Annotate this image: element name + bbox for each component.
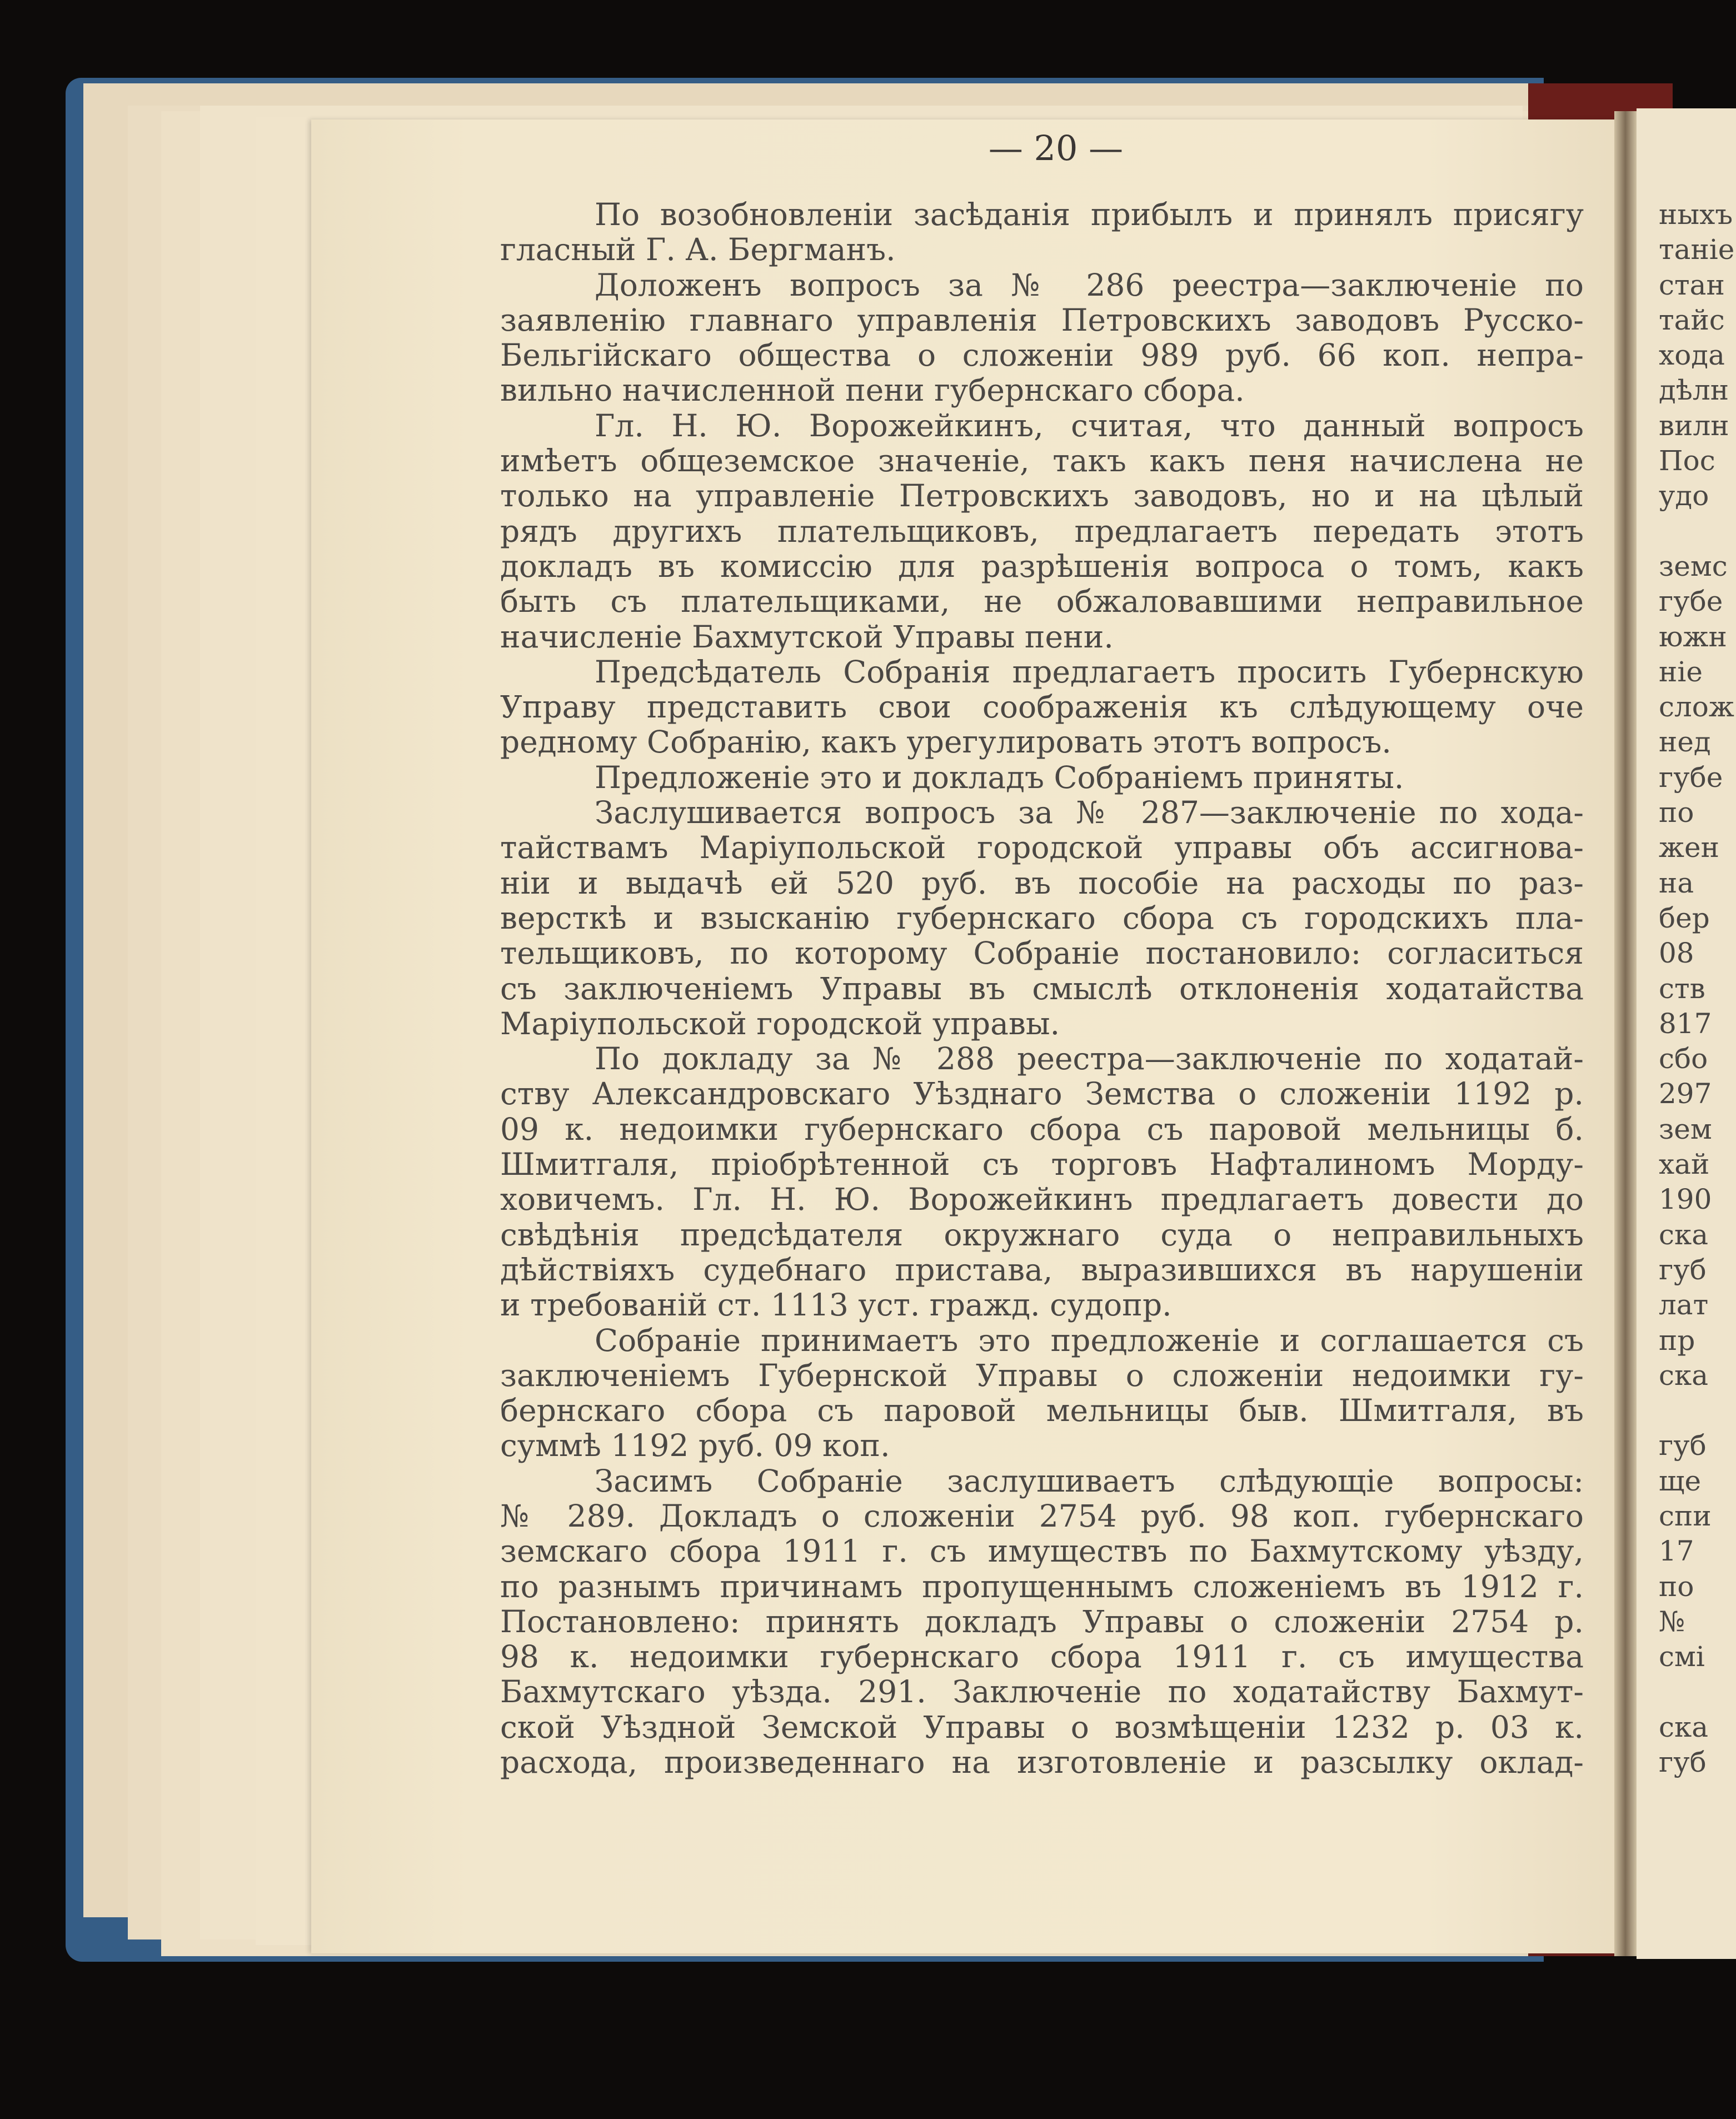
text-line: Маріупольской городской управы.	[500, 1006, 1060, 1041]
text-fragment: ніе	[1659, 655, 1703, 688]
text-line: Гл. Н. Ю. Ворожейкинъ, считая, что данный вопросъ	[595, 408, 1584, 443]
text-line: Шмитгаля, пріобрѣтенной съ торговъ Нафталиномъ Морду-	[500, 1147, 1584, 1183]
text-line: докладъ въ комиссію для разрѣшенія вопроса о томъ, какъ	[500, 549, 1584, 584]
text-fragment: на	[1659, 866, 1694, 899]
text-fragment: стан	[1659, 268, 1725, 301]
text-fragment: губ	[1659, 1253, 1707, 1286]
text-line: Предложеніе это и докладъ Собраніемъ приняты.	[595, 760, 1404, 795]
text-line: гласный Г. А. Бергманъ.	[500, 232, 896, 268]
text-fragment: губ	[1659, 1746, 1707, 1779]
text-fragment: по	[1659, 796, 1694, 829]
text-fragment: спи	[1659, 1499, 1712, 1532]
text-line: Доложенъ вопросъ за № 286 реестра—заключеніе по	[595, 267, 1584, 303]
text-fragment: таніе	[1659, 233, 1735, 266]
text-line: редному Собранію, какъ урегулировать этотъ вопросъ.	[500, 725, 1391, 760]
text-line: Бельгійскаго общества о сложеніи 989 руб. 66 коп. непра-	[500, 338, 1584, 373]
text-line: вильно начисленной пени губернскаго сбора.	[500, 373, 1245, 408]
text-fragment: слож	[1659, 691, 1734, 724]
text-fragment: №	[1659, 1605, 1685, 1638]
text-line: расхода, произведеннаго на изготовленіе и разсылку оклад-	[500, 1745, 1584, 1781]
text-fragment: 297	[1659, 1078, 1712, 1110]
text-line: ховичемъ. Гл. Н. Ю. Ворожейкинъ предлагаетъ довести до	[500, 1182, 1584, 1218]
text-fragment: ныхъ	[1659, 198, 1733, 231]
right-page-text-fragment	[1659, 197, 1734, 1780]
text-fragment: южн	[1659, 620, 1727, 653]
text-line: заявленію главнаго управленія Петровскихъ заводовъ Русско-	[500, 302, 1584, 338]
text-line: Предсѣдатель Собранія предлагаетъ просить Губернскую	[595, 654, 1584, 690]
text-fragment: 190	[1659, 1183, 1712, 1216]
text-line: начисленіе Бахмутской Управы пени.	[500, 619, 1114, 655]
text-line: свѣдѣнія предсѣдателя окружнаго суда о неправильныхъ	[500, 1217, 1584, 1253]
text-line: По возобновленіи засѣданія прибылъ и принялъ присягу	[595, 197, 1584, 232]
text-fragment: Пос	[1659, 445, 1715, 477]
text-fragment: 08	[1659, 937, 1694, 970]
text-fragment: дѣлн	[1659, 374, 1729, 407]
text-line: тельщиковъ, по которому Собраніе постановило: согласиться	[500, 936, 1584, 971]
text-line: Постановлено: принять докладъ Управы о сложеніи 2754 р.	[500, 1604, 1584, 1639]
text-fragment: нед	[1659, 726, 1711, 759]
text-line: бернскаго сбора съ паровой мельницы быв. Шмитгаля, въ	[500, 1393, 1584, 1429]
text-line: Управу представить свои соображенія къ слѣдующему оче	[500, 690, 1584, 725]
text-fragment: удо	[1659, 480, 1709, 512]
text-fragment: губе	[1659, 761, 1723, 794]
text-line: рядъ другихъ плательщиковъ, предлагаетъ передать этотъ	[500, 513, 1584, 549]
text-fragment: ска	[1659, 1711, 1709, 1743]
text-line: ству Александровскаго Уѣзднаго Земства о сложеніи 1192 р.	[500, 1076, 1584, 1112]
text-fragment: ств	[1659, 972, 1705, 1005]
text-line: № 289. Докладъ о сложеніи 2754 руб. 98 коп. губернскаго	[500, 1498, 1584, 1534]
text-fragment	[1659, 1393, 1734, 1428]
text-line: земскаго сбора 1911 г. съ имуществъ по Бахмутскому уѣзду,	[500, 1534, 1584, 1569]
book-gutter	[1614, 111, 1637, 1956]
text-line: быть съ плательщиками, не обжаловавшими неправильное	[500, 584, 1584, 620]
text-fragment	[1659, 1674, 1734, 1709]
text-line: съ заключеніемъ Управы въ смыслѣ отклоненія ходатайства	[500, 971, 1584, 1006]
text-fragment: 17	[1659, 1535, 1694, 1568]
text-fragment: зем	[1659, 1113, 1712, 1145]
text-line: и требованій ст. 1113 уст. гражд. судопр.	[500, 1288, 1172, 1323]
text-fragment: вилн	[1659, 409, 1729, 442]
text-line: Собраніе принимаетъ это предложеніе и соглашается съ	[595, 1323, 1584, 1358]
text-line: ніи и выдачѣ ей 520 руб. въ пособіе на расходы по раз-	[500, 865, 1584, 901]
text-line: Засимъ Собраніе заслушиваетъ слѣдующіе вопросы:	[595, 1463, 1584, 1499]
text-fragment: жен	[1659, 831, 1719, 864]
text-line: По докладу за № 288 реестра—заключеніе по ходатай-	[595, 1041, 1584, 1077]
text-fragment: лат	[1659, 1289, 1709, 1322]
text-line: суммѣ 1192 руб. 09 коп.	[500, 1428, 890, 1464]
text-fragment: бер	[1659, 901, 1710, 934]
text-fragment: смі	[1659, 1641, 1705, 1673]
text-fragment: 817	[1659, 1007, 1712, 1040]
text-fragment: тайс	[1659, 303, 1725, 336]
text-line: 09 к. недоимки губернскаго сбора съ паровой мельницы б.	[500, 1111, 1584, 1147]
text-fragment: пр	[1659, 1324, 1695, 1357]
text-line: заключеніемъ Губернской Управы о сложеніи недоимки гу-	[500, 1358, 1584, 1393]
main-text-block	[500, 197, 1584, 1780]
text-fragment: сбо	[1659, 1043, 1708, 1075]
text-line: Бахмутскаго уѣзда. 291. Заключеніе по ходатайству Бахмут-	[500, 1674, 1584, 1710]
text-fragment: ска	[1659, 1218, 1709, 1251]
text-fragment	[1659, 514, 1734, 549]
text-fragment: хай	[1659, 1148, 1710, 1181]
text-line: версткѣ и взысканію губернскаго сбора съ городскихъ пла-	[500, 900, 1584, 936]
text-line: только на управленіе Петровскихъ заводовъ, но и на цѣлый	[500, 478, 1584, 514]
page-number: — 20 —	[988, 128, 1124, 168]
text-line: по разнымъ причинамъ пропущеннымъ сложеніемъ въ 1912 г.	[500, 1569, 1584, 1604]
text-line: 98 к. недоимки губернскаго сбора 1911 г. съ имущества	[500, 1639, 1584, 1675]
text-fragment: ще	[1659, 1464, 1702, 1497]
text-fragment: хода	[1659, 339, 1725, 372]
text-line: имѣетъ общеземское значеніе, такъ какъ пеня начислена не	[500, 443, 1584, 479]
text-fragment: губе	[1659, 585, 1723, 618]
text-fragment: земс	[1659, 550, 1728, 582]
text-line: Заслушивается вопросъ за № 287—заключеніе по хода-	[595, 795, 1584, 831]
text-fragment: ска	[1659, 1359, 1709, 1392]
text-line: дѣйствіяхъ судебнаго пристава, выразившихся въ нарушеніи	[500, 1252, 1584, 1288]
text-fragment: губ	[1659, 1429, 1707, 1462]
text-line: тайствамъ Маріупольской городской управы объ ассигнова-	[500, 830, 1584, 866]
text-line: ской Уѣздной Земской Управы о возмѣщеніи 1232 р. 03 к.	[500, 1709, 1584, 1745]
text-fragment: по	[1659, 1570, 1694, 1603]
